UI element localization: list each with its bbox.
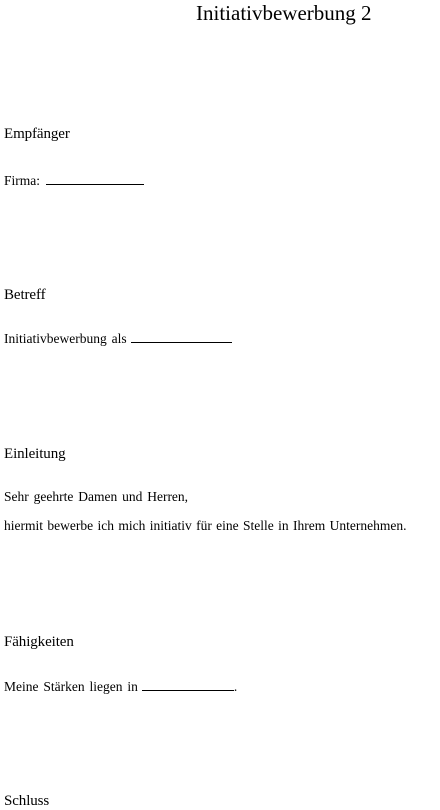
faehigkeiten-line [4, 678, 237, 695]
betreff-blank-field[interactable] [131, 330, 232, 343]
firma-line [4, 172, 144, 189]
heading-einleitung: Einleitung [4, 446, 66, 462]
heading-schluss: Schluss [4, 793, 50, 809]
firma-blank-field[interactable] [46, 172, 144, 185]
betreff-text: Initiativbewerbung als [4, 331, 127, 346]
firma-label: Firma: [4, 173, 40, 188]
einleitung-greeting: Sehr geehrte Damen und Herren, [4, 489, 189, 504]
heading-betreff: Betreff [4, 287, 46, 303]
staerken-blank-field[interactable] [142, 678, 234, 691]
faehigkeiten-suffix: . [233, 679, 238, 694]
faehigkeiten-text: Meine Stärken liegen in [4, 679, 138, 694]
document-title: Initiativbewerbung 2 [196, 1, 372, 25]
heading-faehigkeiten: Fähigkeiten [4, 634, 74, 650]
einleitung-body: hiermit bewerbe ich mich initiativ für eine Stelle in Ihrem Unternehmen. [4, 518, 407, 533]
betreff-line [4, 330, 232, 347]
heading-empfaenger: Empfänger [4, 126, 70, 142]
